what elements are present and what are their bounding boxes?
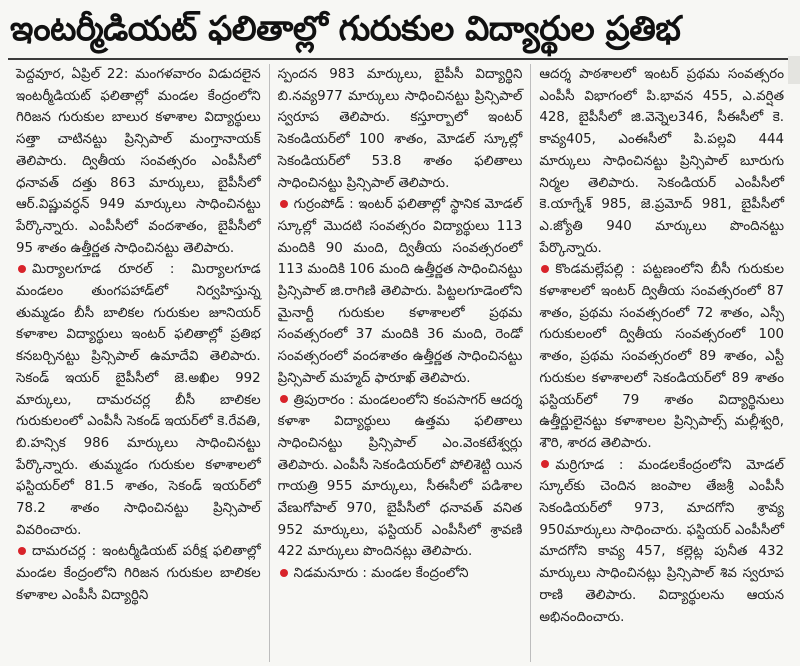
column-1 <box>8 64 269 662</box>
paragraph-text: మిర్యాలగూడ రూరల్ : మిర్యాలగూడ మండలం తుంగపహాడ్‌లో నిర్వహిస్తున్న తుమ్మడం బీసీ బాలికల గురుకుల జూనియర్ కళాశాల విద్యార్థులు ఇంటర్ ఫలితాల్లో ప్రతిభ కనబర్చినట్టు ప్రిన్సిపాల్ ఉమాదేవి తెలిపారు. సెకండ్ ఇయర్ బైపీసీలో జె.అఖిల 992 మార్కులు, దామరచర్ల బీసీ బాలికల గురుకులంలో ఎంపీసీ సెకండ్ ఇయర్‌లో కె.రేవతి, బి.హన్సిక 986 మార్కులు సాధించినట్టు పేర్కొన్నారు. తుమ్మడం గురుకుల కళాశాలలో ఫస్టియర్‌లో 81.5 శాతం, సెకండ్ ఇయర్‌లో 78.2 శాతం సాధించినట్టు ప్రిన్సిపాల్ వివరించారు. <box>16 262 261 538</box>
bullet-dot <box>541 460 549 468</box>
paragraph-text: కొండమల్లేపల్లి : పట్టణంలోని బీసీ గురుకుల కళాశాలలో ఇంటర్ ద్వితీయ సంవత్సరంలో 87 శాతం, ప్రథమ సంవత్సరంలో 72 శాతం, ఎస్సీ గురుకులంలో ద్వితీయ సంవత్సరంలో 100 శాతం, ప్రథమ సంవత్సరంలో 89 శాతం, ఎస్టీ గురుకుల కళాశాలలో సెకండియర్‌లో 89 శాతం ఫస్టియర్‌లో 79 శాతం విద్యార్థినులు ఉత్తీర్ణులైనట్టు కళాశాలల ప్రిన్సిపాల్స్ మల్లీశ్వరి, శౌరి, శారద తెలిపారు. <box>539 262 785 451</box>
article-paragraph <box>16 64 261 259</box>
paragraph-text: పెద్దవూర, ఏప్రిల్ 22: మంగళవారం విడుదలైన ఇంటర్మీడియట్ ఫలితాల్లో మండల కేంద్రంలోని గిరిజన గురుకుల బాలుర కళాశాల విద్యార్థులు సత్తా చాటినట్టు ప్రిన్సిపాల్ మంగ్తానాయక్ తెలిపారు. ద్వితీయ సంవత్సరం ఎంపీసీలో ధనావత్ దత్తు 863 మార్కులు, బైపీసీలో ఆర్.విష్ణువర్ధన్ 949 మార్కులు సాధించినట్టు పేర్కొన్నారు. ఎంపీసీలో వందశాతం, బైపీసీలో 95 శాతం ఉత్తీర్ణత సాధించినట్టు తెలిపారు. <box>16 67 261 256</box>
article-paragraph <box>539 64 784 259</box>
article-paragraph <box>539 455 784 629</box>
paragraph-text: స్పందన 983 మార్కులు, బైపీసీ విద్యార్థిని బి.నవ్య977 మార్కులు సాధించినట్టు ప్రిన్సిపాల్ స్వరూప తెలిపారు. కస్తూర్బాలో ఇంటర్ సెకండియర్‌లో 100 శాతం, మోడల్ స్కూల్లో సెకండియర్‌లో 53.8 శాతం ఫలితాలు సాధించినట్టు ప్రిన్సిపాల్ తెలిపారు. <box>277 67 523 191</box>
article-paragraph <box>16 259 261 541</box>
paragraph-text: త్రిపురారం : మండలంలోని కంపసాగర్ ఆదర్శ కళాశా విద్యార్థులు ఉత్తమ ఫలితాలు సాధించినట్టు ప్రిన్సిపాల్ ఎం.వెంకటేశ్వర్లు తెలిపారు. ఎంపీసీ సెకండియర్‌లో పోలిశెట్టి యిన గాయత్రి 955 మార్కులు, సీఈసీలో పడిశాల వేణుగోపాల్ 970, బైపీసీలో ధనావత్ వనిత 952 మార్కులు, ఫస్టియర్ ఎంపీసీలో శ్రావణి 422 మార్కులు పొందినట్లు తెలిపారు. <box>277 392 523 560</box>
paragraph-text: ఆదర్శ పాఠశాలలో ఇంటర్ ప్రథమ సంవత్సరం ఎంపీసీ విభాగంలో పి.భావన 455, ఎ.వర్షిత 428, బైపీసీలో జి.వెన్నెల346, సీఈసీలో కె. కావ్య405, ఎంఈసీలో పి.పల్లవి 444 మార్కులు సాధించినట్టు ప్రిన్సిపాల్ బూరుగు నిర్మల తెలిపారు. సెకండియర్ ఎంపీసీలో కె.యాగ్నేశ్ 985, జె.ప్రమోద్ 981, బైపీసీలో ఎ.జ్యోతి 940 మార్కులు పొందినట్టు పేర్కొన్నారు. <box>539 67 785 256</box>
column-3 <box>530 64 792 662</box>
article-paragraph <box>278 64 523 194</box>
bullet-dot <box>541 265 549 273</box>
bullet-dot <box>18 547 26 555</box>
paragraph-text: దామరచర్ల : ఇంటర్మీడియట్ పరీక్ష ఫలితాల్లో మండల కేంద్రంలోని గిరిజన గురుకుల బాలికల కళాశాల ఎంపీసీ విద్యార్థిని <box>16 544 261 603</box>
bullet-dot <box>280 395 288 403</box>
bullet-dot <box>280 200 288 208</box>
article-paragraph <box>278 390 523 564</box>
paragraph-text: మర్రిగూడ : మండలకేంద్రంలోని మోడల్ స్కూల్‌కు చెందిన జంపాల తేజశ్రీ ఎంపీసీ సెకండియర్‌లో 973, మాదగోని శ్రావ్య 950మార్కులు సాధించారు. ఫస్టియర్ ఎంపీసీలో మాదగోని కావ్య 457, కల్లెట్ల పునీత 432 మార్కులు సాధించినట్లు ప్రిన్సిపాల్ శివ స్వరూప రాణి తెలిపారు. విద్యార్థులను ఆయన అభినందించారు. <box>539 457 785 625</box>
headline-rule <box>8 58 792 60</box>
paragraph-text: గుర్రంపోడ్ : ఇంటర్ ఫలితాల్లో స్థానిక మోడల్ స్కూల్లో మొదటి సంవత్సరం విద్యార్థులు 113 మందికి 90 మంది, ద్వితీయ సంవత్సరంలో 113 మందికి 106 మంది ఉత్తీర్ణత సాధించినట్టు ప్రిన్సిపాల్ జి.రాగిణి తెలిపారు. పిట్టలగూడెంలోని మైనార్టీ గురుకుల కళాశాలలో ప్రథమ సంవత్సరంలో 37 మందికి 36 మంది, రెండో సంవత్సరంలో వందశాతం ఉత్తీర్ణత సాధించినట్టు ప్రిన్సిపాల్ మహ్మద్ ఫారూఖ్ తెలిపారు. <box>277 197 523 386</box>
headline: ఇంటర్మీడియట్ ఫలితాల్లో గురుకుల విద్యార్థుల ప్రతిభ <box>10 9 681 49</box>
article-paragraph <box>278 563 523 585</box>
article-paragraph <box>539 259 784 454</box>
bullet-dot <box>18 265 26 273</box>
paragraph-text: నిడమనూరు : మండల కేంద్రంలోని <box>293 566 469 582</box>
article-paragraph <box>16 541 261 606</box>
bullet-dot <box>280 569 288 577</box>
article-paragraph <box>278 194 523 389</box>
article-columns <box>8 64 792 662</box>
column-2 <box>269 64 531 662</box>
